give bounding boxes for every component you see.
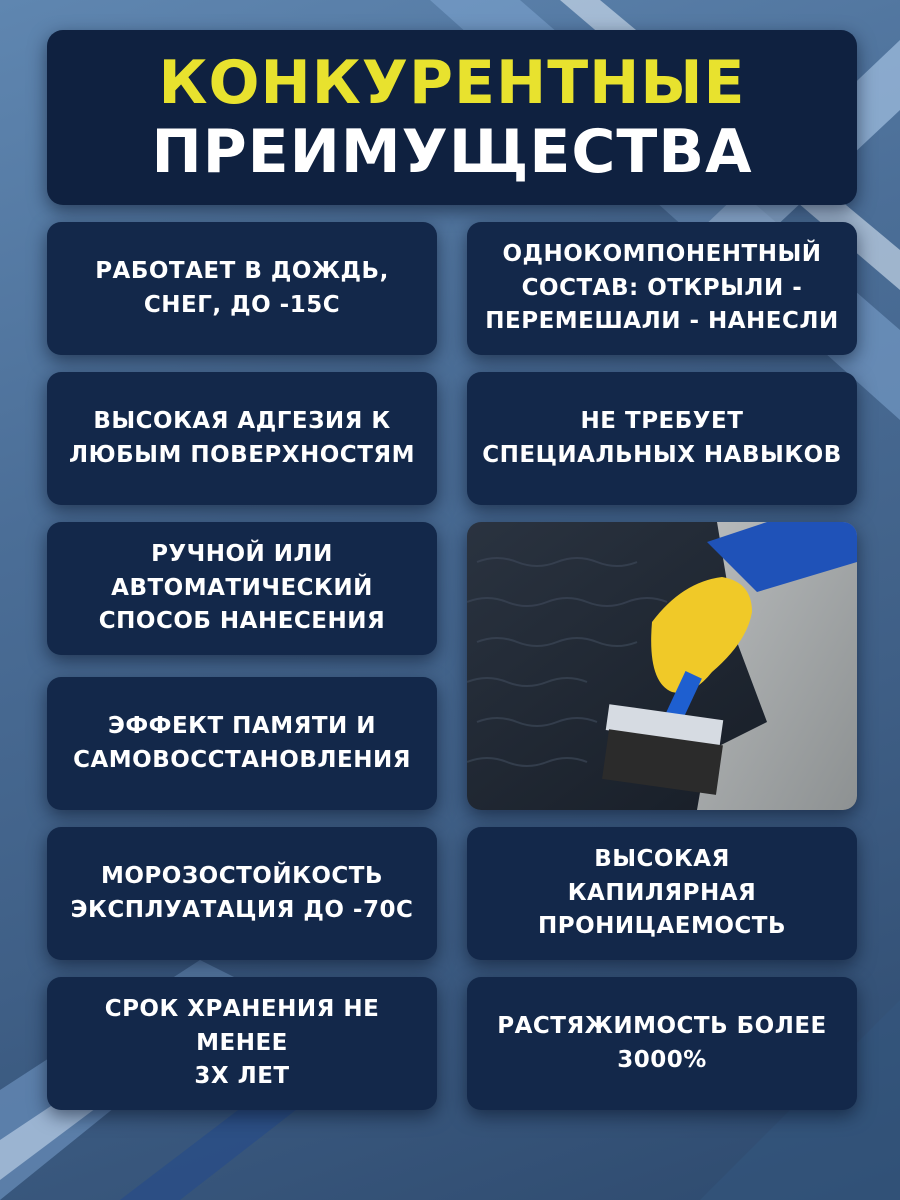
feature-text-line: ЛЮБЫМ ПОВЕРХНОСТЯМ — [69, 441, 415, 468]
feature-text-line: РАБОТАЕТ В ДОЖДЬ, — [95, 258, 389, 285]
feature-text-line: 3000% — [617, 1046, 707, 1073]
feature-text-line: МОРОЗОСТОЙКОСТЬ — [100, 863, 384, 890]
brush-application-image — [467, 522, 857, 810]
title-line-2: ПРЕИМУЩЕСТВА — [151, 116, 753, 187]
feature-text-line: РАСТЯЖИМОСТЬ БОЛЕЕ — [497, 1013, 827, 1040]
feature-card-capillary-permeability — [467, 827, 857, 960]
feature-card-shelf-life — [47, 977, 437, 1110]
feature-text-line: ОДНОКОМПОНЕНТНЫЙ — [502, 241, 822, 268]
feature-text-line: СНЕГ, ДО -15С — [143, 291, 341, 318]
feature-card-memory-effect — [47, 677, 437, 810]
feature-card-rain-snow — [47, 222, 437, 355]
feature-card-no-skills — [467, 372, 857, 505]
feature-text-line: РУЧНОЙ ИЛИ — [151, 541, 333, 568]
title-banner — [47, 30, 857, 205]
feature-text-line: САМОВОССТАНОВЛЕНИЯ — [73, 746, 411, 773]
feature-text-line: СПЕЦИАЛЬНЫХ НАВЫКОВ — [482, 441, 842, 468]
feature-card-elongation — [467, 977, 857, 1110]
title-line-1: КОНКУРЕНТНЫЕ — [158, 47, 746, 118]
feature-text-line: СОСТАВ: ОТКРЫЛИ - — [521, 274, 803, 301]
feature-text-line: 3Х ЛЕТ — [194, 1063, 290, 1090]
product-application-photo — [467, 522, 857, 810]
feature-text-line: КАПИЛЯРНАЯ — [567, 879, 757, 906]
feature-text-line: ПРОНИЦАЕМОСТЬ — [537, 913, 787, 940]
feature-text-line: ВЫСОКАЯ АДГЕЗИЯ К — [93, 408, 391, 435]
feature-text-line: АВТОМАТИЧЕСКИЙ — [111, 574, 373, 601]
feature-text-line: ЭКСПЛУАТАЦИЯ ДО -70С — [70, 896, 414, 923]
feature-text-line: СРОК ХРАНЕНИЯ НЕ МЕНЕЕ — [104, 996, 380, 1056]
feature-text-line: НЕ ТРЕБУЕТ — [580, 408, 744, 435]
feature-card-frost-resistance — [47, 827, 437, 960]
feature-card-application-method — [47, 522, 437, 655]
feature-text-line: ЭФФЕКТ ПАМЯТИ И — [107, 713, 377, 740]
feature-text-line: ПЕРЕМЕШАЛИ - НАНЕСЛИ — [485, 308, 839, 335]
feature-card-one-component — [467, 222, 857, 355]
feature-text-line: ВЫСОКАЯ — [594, 846, 730, 873]
feature-text-line: СПОСОБ НАНЕСЕНИЯ — [98, 608, 386, 635]
feature-card-adhesion — [47, 372, 437, 505]
